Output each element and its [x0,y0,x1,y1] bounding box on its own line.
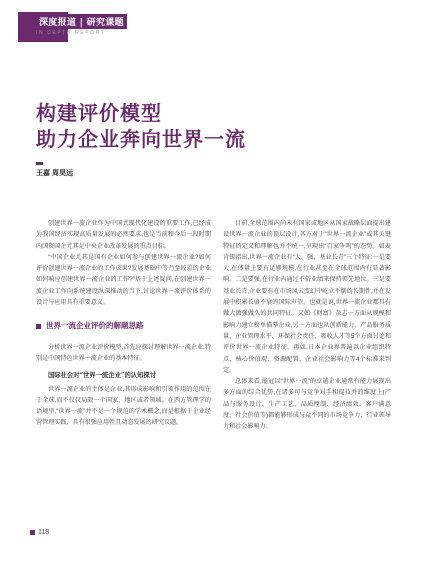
section-header-title: 深度报道 | 研究课题 [36,14,127,29]
body-paragraph: 总体来看,能冠以“世界一流”的卓越企业通常有能力展现出多方面的综合优势,在诸多可与竞争对手相提技并的维度上(产品与服务设计、生产工艺、品质控制、经济绩效、客户满意度、社会价值等)都能够形成与众不同的市场竞争力、行业领导力和社会影响力。 [223,378,391,431]
article-headline [36,100,246,152]
headline-line-2: 助力企业奔向世界一流 [36,127,246,151]
body-paragraph: 世界一流企业的主体是企业,其形成影响和引领作用的范围在于全球,而不仅仅局限一个国家、地区或者领域。在西方管理学的语境里,“世界一流”并不是一个规范的学术概念,而是根据于企业经营管理实践、具有很强应用性且动态发展的研究议题。 [36,385,211,427]
subheading: 国际社会对“世界一流企业”的认知探讨 [48,372,156,380]
page-number-text: 118 [38,529,50,536]
body-paragraph: “中国企业尤其是国有企业如何参与创建世界一流企业?如何评价创建世界一流企业的工作成果?发展基础中等乃至较差的企业如何响应创建世界一流企业的工作?”基于上述疑问,在创建世界一流企业工作向系统建设纵深推动的当下,讨论世界一流评价体系的设计与应用具有重要意义。 [36,253,211,307]
article-authors: 王嘉 周昊远 [36,170,73,177]
section-header-subtitle: IN DEPTH REPORT [36,30,106,36]
author-accent-bar [36,162,43,165]
heading-square-icon [36,324,41,329]
body-paragraph: 目前,全球范围内尚未有国家或地区从国家战略层面提出建设世界一流企业的顶层设计,各方对于“世界一流企业”或其关键特征的定义和理解也并不统一,呈现出“百家争鸣”的态势。如麦肯锡指出,世界一流企业有“大、强、基业长青”三个特征:一是要大,在体量上要有足够规模,在行业甚至在全球范围内有显著影响。二是要强,在行业内通过不俗业绩来保持领先地位。三是要基业长青,企业要有在市场风云变幻中屹立不倒的长期性,并在发展中积累长盛不衰的国际声望。也就是说,世界一流企业都具有做大做强做久的共同特征。又如《财富》杂志一方面从规模和影响力建立榜单描摹企业,另一方面也从创新能力、产品服务质量、企业管理水平、环保社会责任、吸收人才等5个方面讨论和评价世界一流企业特征。再如,日本企业界普遍以企业组织特点、核心价值观、资源配置、企业社会影响力等4个标准来判定。 [223,220,391,374]
headline-line-1: 构建评价模型 [36,101,162,125]
left-text-column [36,218,211,429]
section-heading-text: 世界一流企业评价的解题思路 [46,321,144,331]
body-paragraph: 创建世界一流企业作为中国式现代化建设的重要工作,已经成为我国经济实现高质量发展的必然要求,也是当前和今后一段时期内国资国企尤其是中央企业改革发展的重点目标。 [36,220,211,250]
body-paragraph: 分析世界一流企业评价模型,首先应探讨理解世界一流企业,特别是中国特色世界一流企业的基本特征。 [36,343,211,362]
right-text-column [223,218,391,433]
page-number-square-icon [30,530,35,535]
page-number [30,529,49,536]
section-heading [36,320,211,331]
